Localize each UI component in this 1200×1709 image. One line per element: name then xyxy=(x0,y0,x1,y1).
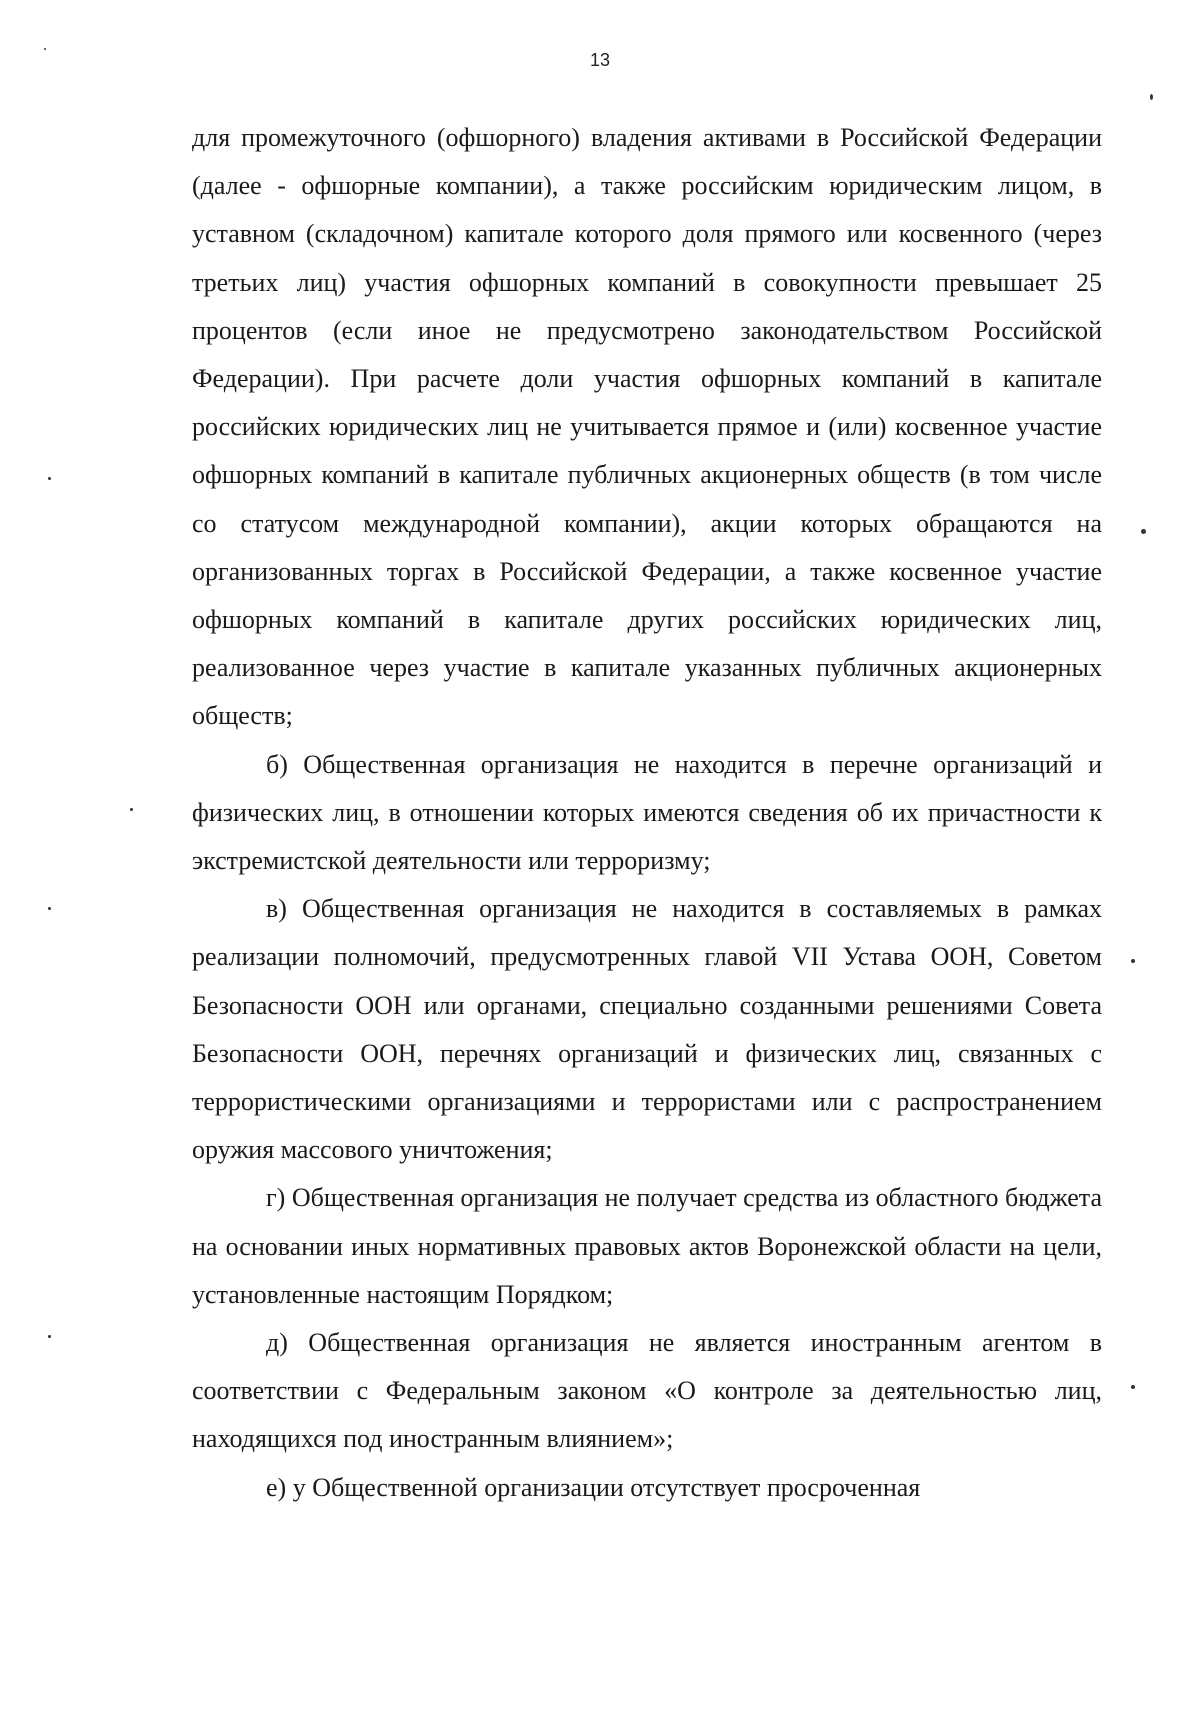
document-body xyxy=(192,114,1102,1512)
paragraph-e: е) у Общественной организации отсутствует просроченная xyxy=(266,1472,921,1502)
scan-speck xyxy=(1150,94,1153,100)
paragraph-v: в) Общественная организация не находится в составляемых в рамках реализации полномочий, предусмотренных главой VII Устава ООН, Советом Безопасности ООН или органами, специально созданными решениями Совета Безопасности ООН, перечнях организаций и физических лиц, связанных с террористическими организациями и террористами или с распространением оружия массового уничтожения; xyxy=(192,894,1102,1165)
paragraph-g: г) Общественная организация не получает средства из областного бюджета на основании иных нормативных правовых актов Воронежской области на цели, установленные настоящим Порядком; xyxy=(192,1183,1102,1309)
scan-speck xyxy=(48,477,51,480)
scan-speck xyxy=(44,48,46,50)
paragraph-b: б) Общественная организация не находится в перечне организаций и физических лиц, в отношении которых имеются сведения об их причастности к экстремистской деятельности или терроризму; xyxy=(192,749,1102,876)
scan-speck xyxy=(48,1335,51,1338)
paragraph-d: д) Общественная организация не является иностранным агентом в соответствии с Федеральным законом «О контроле за деятельностью лиц, находящихся под иностранным влиянием»; xyxy=(192,1328,1102,1454)
scan-speck xyxy=(1131,959,1135,963)
paragraph-a-continued: для промежуточного (офшорного) владения активами в Российской Федерации (далее - офшорные компании), а также российским юридическим лицом, в уставном (складочном) капитале которого доля прямого или косвенного (через третьих лиц) участия офшорных компаний в совокупности превышает 25 процентов (если иное не предусмотрено законодательством Российской Федерации). При расчете доли участия офшорных компаний в капитале российских юридических лиц не учитывается прямое и (или) косвенное участие офшорных компаний в капитале публичных акционерных обществ (в том числе со статусом международной компании), акции которых обращаются на организованных торгах в Российской Федерации, а также косвенное участие офшорных компаний в капитале других российских юридических лиц, реализованное через участие в капитале указанных публичных акционерных обществ; xyxy=(192,123,1102,731)
scan-speck xyxy=(1141,529,1146,534)
page-number: 13 xyxy=(589,50,611,70)
scan-speck xyxy=(130,808,133,811)
scan-speck xyxy=(1131,1385,1135,1389)
scan-speck xyxy=(48,907,51,910)
